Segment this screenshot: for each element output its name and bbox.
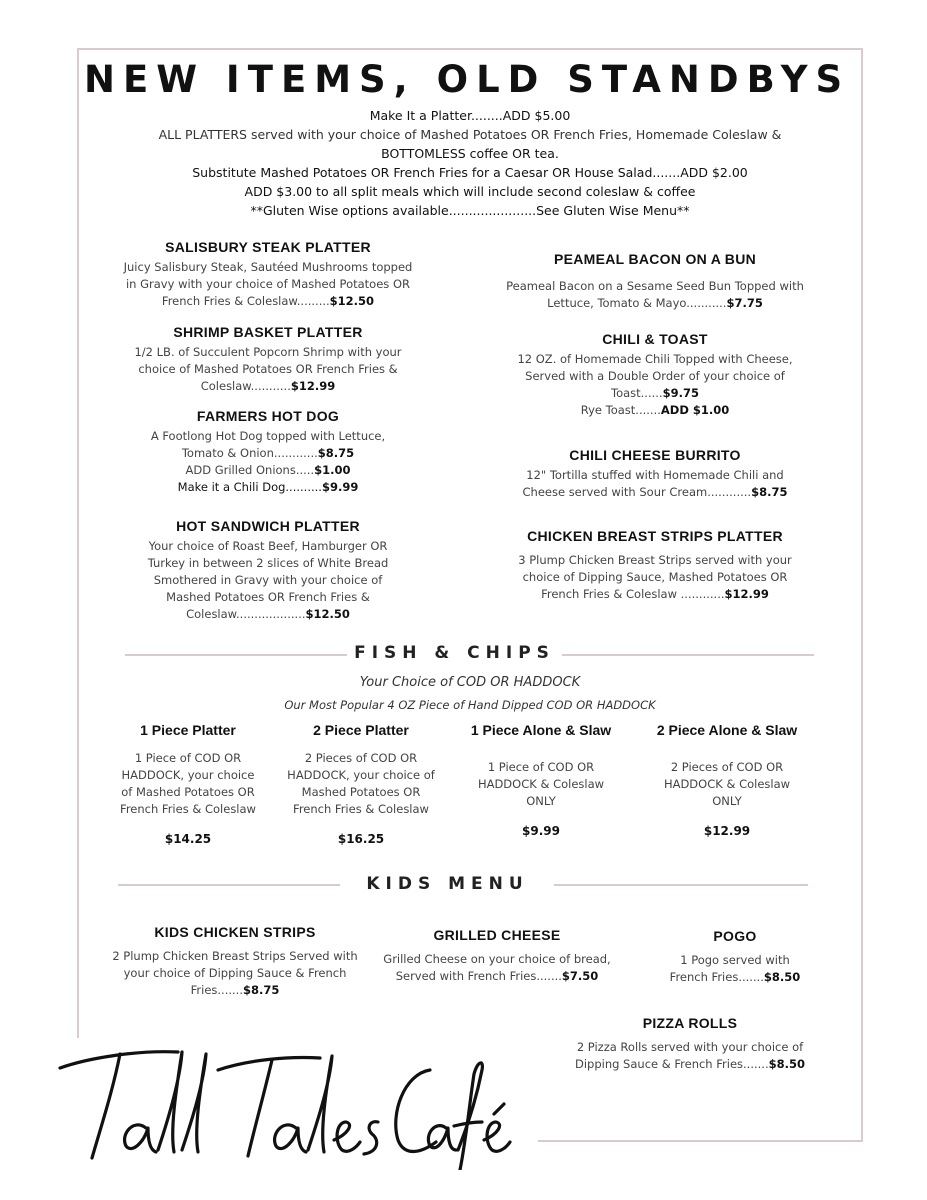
section-kids-menu: KIDS MENU xyxy=(366,874,529,894)
item-name: SHRIMP BASKET PLATTER xyxy=(173,324,363,340)
fish-option-desc: 1 Piece of COD OR HADDOCK & Coleslaw ONLY xyxy=(477,760,605,808)
frame-right-border xyxy=(861,48,863,1142)
item-desc: 2 Pizza Rolls served with your choice of Dipping Sauce & French Fries.......$8.50 xyxy=(574,1040,806,1071)
item-price: $12.50 xyxy=(329,294,375,308)
fish-option-desc: 1 Piece of COD OR HADDOCK, your choice of Mashed Potatoes OR French Fries & Coleslaw xyxy=(120,751,256,816)
fish-option-price: $9.99 xyxy=(522,824,560,838)
item-desc: 12" Tortilla stuffed with Homemade Chili and Cheese served with Sour Cream............$8.75 xyxy=(522,468,788,499)
item-price: $9.75 xyxy=(662,386,699,400)
divider-left xyxy=(125,654,347,656)
item-price: $12.99 xyxy=(290,379,336,393)
item-price: $8.75 xyxy=(242,983,280,997)
frame-bottom-border xyxy=(538,1140,863,1142)
item-extra: Make it a Chili Dog..........$9.99 xyxy=(177,480,359,494)
tall-tales-cafe-logo xyxy=(58,1030,528,1170)
item-price: $12.99 xyxy=(724,587,769,601)
menu-item-chili-toast xyxy=(515,331,795,419)
kids-item-pizza-rolls xyxy=(570,1015,810,1073)
item-desc: 12 OZ. of Homemade Chili Topped with Cheese, Served with a Double Order of your choice of Toast......$9.75 xyxy=(517,352,793,400)
divider-right xyxy=(554,884,808,886)
item-name: CHILI & TOAST xyxy=(602,331,708,347)
item-name: FARMERS HOT DOG xyxy=(196,408,340,424)
section-fish-chips: FISH & CHIPS xyxy=(354,643,555,663)
frame-top-border xyxy=(77,48,863,50)
menu-item-chicken-strips xyxy=(500,528,810,603)
fish-option-name: 2 Piece Platter xyxy=(313,722,409,738)
menu-item-salisbury xyxy=(118,239,418,310)
menu-item-burrito xyxy=(515,447,795,501)
fish-option-desc: 2 Pieces of COD OR HADDOCK, your choice of Mashed Potatoes OR French Fries & Coleslaw xyxy=(287,751,435,816)
menu-item-peameal xyxy=(500,251,810,312)
item-desc: Grilled Cheese on your choice of bread, Served with French Fries.......$7.50 xyxy=(383,952,611,983)
fish-option-2 xyxy=(287,722,435,846)
divider-right xyxy=(562,654,814,656)
fish-option-4 xyxy=(642,722,812,838)
fish-option-price: $16.25 xyxy=(337,832,385,846)
intro-block xyxy=(100,106,840,220)
intro-platter-line: Make It a Platter........ADD $5.00 xyxy=(369,108,571,123)
frame-left-border xyxy=(77,48,79,1038)
item-name: CHICKEN BREAST STRIPS PLATTER xyxy=(527,528,783,544)
item-desc: Your choice of Roast Beef, Hamburger OR Turkey in between 2 slices of White Bread Smothered in Gravy with your choice of Mashed Potatoes OR French Fries & Coleslaw...................$12.50 xyxy=(147,539,389,621)
fish-option-desc: 2 Pieces of COD OR HADDOCK & Coleslaw ONLY xyxy=(663,760,791,808)
item-desc: Peameal Bacon on a Sesame Seed Bun Topped with Lettuce, Tomato & Mayo...........$7.75 xyxy=(506,279,804,310)
fish-option-1 xyxy=(118,722,258,846)
item-price: $8.50 xyxy=(763,970,801,984)
intro-gluten-line: **Gluten Wise options available......................See Gluten Wise Menu** xyxy=(250,203,690,218)
item-price: $8.50 xyxy=(768,1057,806,1071)
item-name: SALISBURY STEAK PLATTER xyxy=(165,239,371,255)
page-title: NEW ITEMS, OLD STANDBYS xyxy=(84,58,851,101)
fish-option-3 xyxy=(452,722,630,838)
item-desc: 1/2 LB. of Succulent Popcorn Shrimp with your choice of Mashed Potatoes OR French Fries & Coleslaw...........$12.99 xyxy=(134,345,402,393)
fish-popular-line: Our Most Popular 4 OZ Piece of Hand Dipped COD OR HADDOCK xyxy=(284,698,656,712)
item-price: $7.75 xyxy=(726,296,763,310)
intro-split-line: ADD $3.00 to all split meals which will include second coleslaw & coffee xyxy=(244,184,696,199)
menu-item-hotdog xyxy=(133,408,403,496)
item-price: $12.50 xyxy=(305,607,350,621)
item-name: GRILLED CHEESE xyxy=(433,927,561,943)
kids-item-chicken-strips xyxy=(110,924,360,999)
item-extra: Rye Toast.......ADD $1.00 xyxy=(580,403,730,417)
item-price: $7.50 xyxy=(561,969,599,983)
item-price: $8.75 xyxy=(751,485,788,499)
item-desc: Juicy Salisbury Steak, Sautéed Mushrooms topped in Gravy with your choice of Mashed Potatoes OR French Fries & Coleslaw.........$12.50 xyxy=(123,260,413,308)
item-desc: A Footlong Hot Dog topped with Lettuce, Tomato & Onion............$8.75 xyxy=(150,429,386,460)
divider-left xyxy=(118,884,340,886)
fish-option-price: $14.25 xyxy=(164,832,212,846)
item-name: PIZZA ROLLS xyxy=(642,1015,738,1031)
intro-bottomless-line: BOTTOMLESS coffee OR tea. xyxy=(381,146,559,161)
item-name: POGO xyxy=(713,928,757,944)
item-price: $8.75 xyxy=(317,446,355,460)
item-name: PEAMEAL BACON ON A BUN xyxy=(553,251,757,267)
item-name: HOT SANDWICH PLATTER xyxy=(176,518,360,534)
item-name: KIDS CHICKEN STRIPS xyxy=(154,924,316,940)
kids-item-grilled-cheese xyxy=(382,927,612,985)
item-name: CHILI CHEESE BURRITO xyxy=(569,447,741,463)
item-desc: 1 Pogo served with French Fries.......$8.50 xyxy=(669,953,801,984)
intro-platters-line: ALL PLATTERS served with your choice of Mashed Potatoes OR French Fries, Homemade Coleslaw & xyxy=(158,127,782,142)
fish-option-name: 1 Piece Platter xyxy=(140,722,236,738)
item-extra: ADD Grilled Onions.....$1.00 xyxy=(185,463,351,477)
item-desc: 2 Plump Chicken Breast Strips Served with your choice of Dipping Sauce & French Fries.......$8.75 xyxy=(112,949,358,997)
menu-item-hot-sandwich xyxy=(133,518,403,623)
kids-item-pogo xyxy=(660,928,810,986)
item-desc: 3 Plump Chicken Breast Strips served with your choice of Dipping Sauce, Mashed Potatoes OR French Fries & Coleslaw ............$12.99 xyxy=(518,553,792,601)
menu-item-shrimp xyxy=(118,324,418,395)
intro-substitute-line: Substitute Mashed Potatoes OR French Fries for a Caesar OR House Salad.......ADD $2.00 xyxy=(192,165,748,180)
fish-option-name: 1 Piece Alone & Slaw xyxy=(470,722,612,738)
fish-option-name: 2 Piece Alone & Slaw xyxy=(656,722,798,738)
fish-choice-line: Your Choice of COD OR HADDOCK xyxy=(359,675,581,690)
fish-option-price: $12.99 xyxy=(703,824,751,838)
